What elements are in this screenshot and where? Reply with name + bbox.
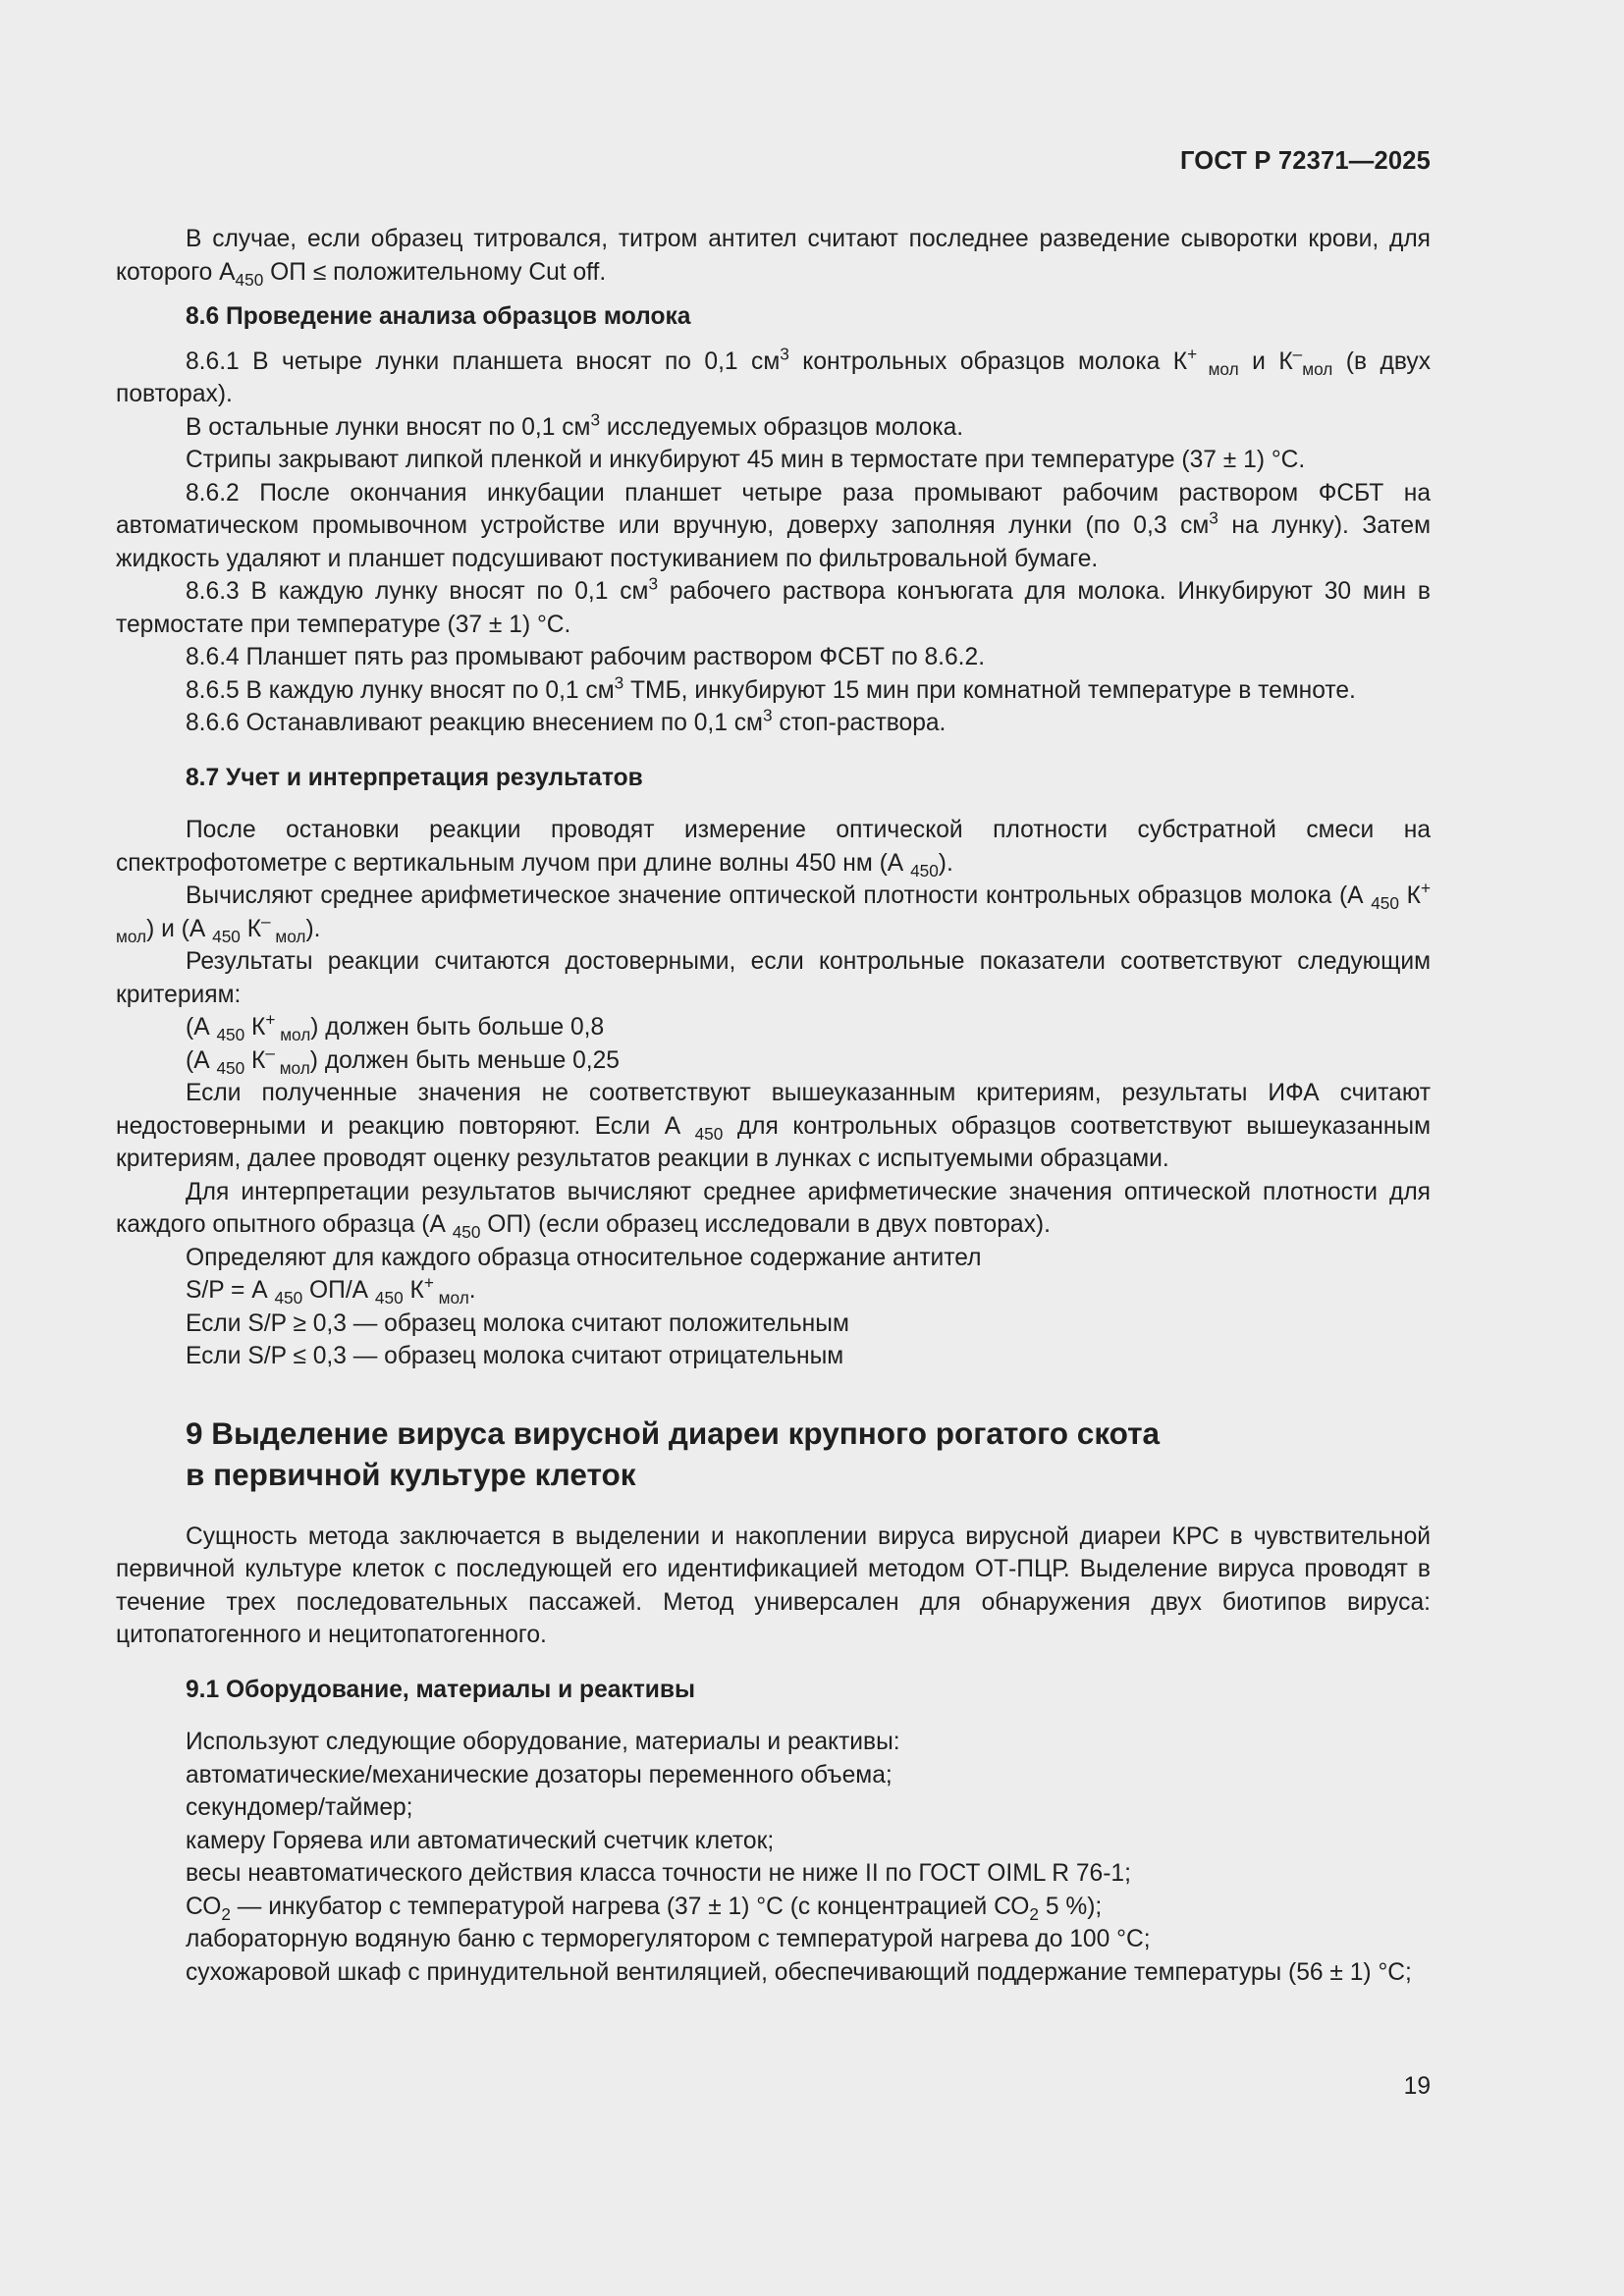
paragraph-titer: В случае, если образец титровался, титром антител считают последнее разведение сыворотки крови, для которого $А_{450}$ ОП ≤ положительному Cut off. bbox=[116, 226, 1431, 290]
section-9-heading-line2: в первичной культуре клеток bbox=[186, 1456, 636, 1492]
equipment-item: лабораторную водяную баню с терморегулятором с температурой нагрева до 100 °С; bbox=[186, 1926, 1151, 1952]
paragraph-8-6-6: 8.6.6 Останавливают реакцию внесением по 0,1 $см^3$ стоп-раствора. bbox=[186, 705, 947, 736]
equipment-item: автоматические/механические дозаторы переменного объема; bbox=[186, 1761, 893, 1789]
equipment-item: секундомер/таймер; bbox=[186, 1794, 413, 1821]
paragraph-8-6-2: 8.6.2 После окончания инкубации планшет четыре раза промывают рабочим раствором ФСБТ на автоматическом промывочном устройстве или вручную, доверху заполняя лунки (по 0,3 $см^3$ на лунку). Затем жидкость удаляют и планшет подсушивают постукиванием по фильтровальной бумаге. bbox=[116, 479, 1431, 572]
document-header: ГОСТ Р 72371—2025 bbox=[1179, 147, 1431, 175]
paragraph-9-essence: Сущность метода заключается в выделении и накоплении вируса вирусной диареи КРС в чувствительной первичной культуре клеток с последующей его идентификацией методом ОТ-ПЦР. Выделение вируса проводят в течение трех последовательных пассажей. Метод универсален для обнаружения двух биотипов вируса: цитопатогенного и нецитопатогенного. bbox=[116, 1522, 1431, 1648]
section-9-1-heading: 9.1 Оборудование, материалы и реактивы bbox=[186, 1676, 696, 1703]
criterion-negative-control: (А $_{450}$ К– $_{мол}$) должен быть меньше 0,25 bbox=[186, 1042, 620, 1078]
page-content bbox=[116, 223, 1431, 1989]
paragraph-8-7-interpretation: Для интерпретации результатов вычисляют среднее арифметические значения оптической плотности для каждого опытного образца (А $_{450}$ ОП) (если образец исследовали в двух повторах). bbox=[116, 1178, 1431, 1243]
paragraph-8-6-5: 8.6.5 В каждую лунку вносят по 0,1 $см^3$ ТМБ, инкубируют 15 мин при комнатной температуре в темноте. bbox=[186, 672, 1356, 704]
section-9-heading bbox=[186, 1413, 1431, 1495]
paragraph-8-6-4: 8.6.4 Планшет пять раз промывают рабочим раствором ФСБТ по 8.6.2. bbox=[186, 644, 986, 670]
equipment-item: $СО_2$ — инкубатор с температурой нагрева (37 ± 1) °С (с концентрацией $СО_2$ 5 %); bbox=[186, 1893, 1103, 1924]
paragraph-8-6-1-incubation: Стрипы закрывают липкой пленкой и инкубируют 45 мин в термостате при температуре (37 ± 1) °С. bbox=[186, 447, 1306, 473]
formula-sp: S/P = А $_{450}$ ОП/А $_{450}$ К+ $_{мол}$. bbox=[186, 1272, 476, 1308]
section-9-heading-line1: 9 Выделение вируса вирусной диареи крупного рогатого скота bbox=[186, 1415, 1161, 1451]
paragraph-8-7-invalid: Если полученные значения не соответствуют вышеуказанным критериям, результаты ИФА считают недостоверными и реакцию повторяют. Если А $_{450}$ для контрольных образцов соответствуют вышеуказанным критериям, далее проводят оценку результатов реакции в лунках с испытуемыми образцами. bbox=[116, 1080, 1431, 1172]
paragraph-8-6-1-rest: В остальные лунки вносят по 0,1 $см^3$ исследуемых образцов молока. bbox=[186, 409, 964, 441]
result-positive: Если S/P ≥ 0,3 — образец молока считают положительным bbox=[186, 1309, 849, 1337]
equipment-intro: Используют следующие оборудование, материалы и реактивы: bbox=[186, 1729, 900, 1755]
paragraph-8-7-measure: После остановки реакции проводят измерение оптической плотности субстратной смеси на спектрофотометре с вертикальным лучом при длине волны 450 нм (А $_{450}$). bbox=[116, 817, 1431, 881]
paragraph-8-7-relative: Определяют для каждого образца относительное содержание антител bbox=[186, 1244, 982, 1271]
equipment-item: сухожаровой шкаф с принудительной вентиляцией, обеспечивающий поддержание температуры (56 ± 1) °С; bbox=[186, 1958, 1412, 1986]
paragraph-8-7-average: Вычисляют среднее арифметическое значение оптической плотности контрольных образцов молока (А $_{450}$ К+ $_{мол}$) и (А $_{450}$ К– $_{мол}$). bbox=[116, 878, 1431, 946]
page-number: 19 bbox=[1403, 2073, 1431, 2100]
paragraph-8-6-1: 8.6.1 В четыре лунки планшета вносят по 0,1 $см^3$ контрольных образцов молока К+ $_{мол}$ и $К^-_{мол}$ (в двух повторах). bbox=[116, 344, 1431, 407]
equipment-item: весы неавтоматического действия класса точности не ниже II по ГОСТ OIML R 76-1; bbox=[186, 1860, 1131, 1887]
criterion-positive-control: (А $_{450}$ К+ $_{мол}$) должен быть больше 0,8 bbox=[186, 1009, 605, 1045]
equipment-item: камеру Горяева или автоматический счетчик клеток; bbox=[186, 1827, 775, 1854]
result-negative: Если S/P ≤ 0,3 — образец молока считают отрицательным bbox=[186, 1343, 844, 1369]
section-8-6-heading: 8.6 Проведение анализа образцов молока bbox=[186, 303, 691, 330]
section-8-7-heading: 8.7 Учет и интерпретация результатов bbox=[186, 764, 643, 791]
paragraph-8-7-criteria: Результаты реакции считаются достоверными, если контрольные показатели соответствуют следующим критериям: bbox=[116, 948, 1431, 1008]
paragraph-8-6-3: 8.6.3 В каждую лунку вносят по 0,1 $см^3$ рабочего раствора конъюгата для молока. Инкубируют 30 мин в термостате при температуре (37 ± 1) °С. bbox=[116, 573, 1431, 638]
